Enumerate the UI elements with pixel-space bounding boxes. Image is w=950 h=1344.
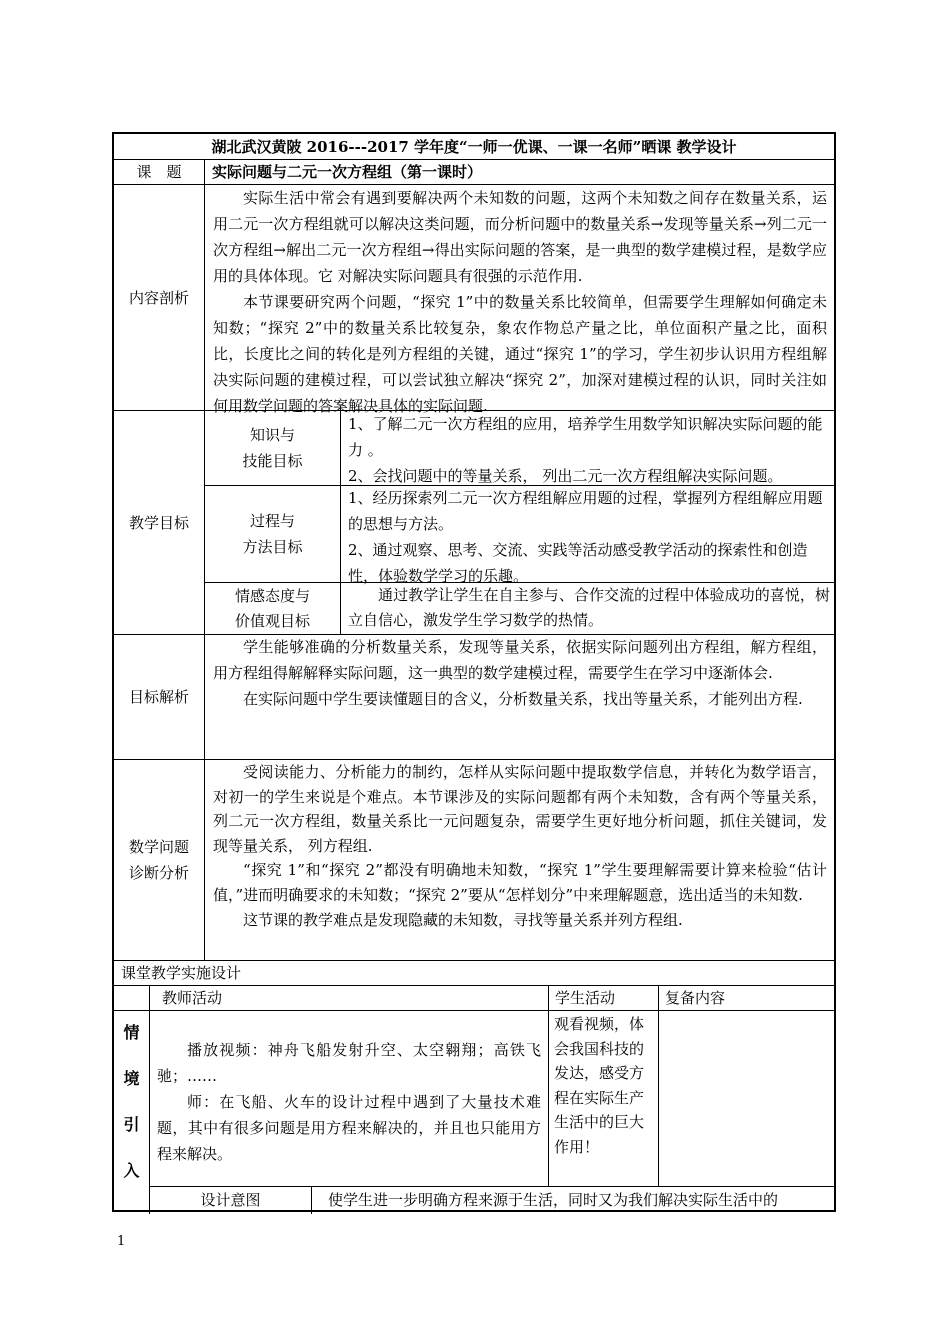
student-activity-text: 观看视频，体会我国科技的发达，感受方程在实际生产生活中的巨大作用！: [554, 1015, 645, 1156]
content-analysis-paragraph: 实际生活中常会有遇到要解决两个未知数的问题，这两个未知数之间存在数量关系，运用二元一次方程组就可以解决这类问题，而分析问题中的数量关系→发现等量关系→列二元一次方程组→解出二元一次方程组→得出实际问题的答案，是一典型的数学建模过程，是数学应用的具体体现。它 对解决实际问题具有很强的示范作用.: [213, 189, 827, 285]
goal-analysis-label: 目标解析: [128, 688, 189, 706]
topic-value: 实际问题与二元一次方程组（第一课时）: [212, 163, 483, 181]
knowledge-goal-label-line: 技能目标: [242, 452, 303, 470]
emotion-goal-label-line: 情感态度与: [234, 586, 310, 605]
page-number: 1: [117, 1234, 126, 1249]
design-section-title: 课堂教学实施设计: [121, 964, 242, 982]
design-intent-text: 使学生进一步明确方程来源于生活，同时又为我们解决实际生活中的: [328, 1191, 779, 1209]
emotion-goal-label-line: 价值观目标: [234, 611, 310, 630]
emotion-goal-label: [205, 583, 340, 634]
process-goal-label-line: 过程与: [249, 512, 295, 530]
teacher-activity-text: [157, 1037, 541, 1167]
knowledge-goal-text: [348, 411, 830, 489]
diagnosis-paragraph: 受阅读能力、分析能力的制约，怎样从实际问题中提取数学信息，并转化为数学语言，对初一的学生来说是个难点。本节课涉及的实际问题都有两个未知数，含有两个等量关系，列二元一次方程组，数量关系比一元问题复杂，需要学生更好地分析问题，抓住关键词，发现等量关系， 列方程组.: [213, 763, 827, 855]
stage-label-char: 引: [123, 1115, 140, 1134]
column-divider: [149, 985, 150, 1214]
goal-item: 1、经历探索列二元一次方程组解应用题的过程，掌握列方程组解应用题的思想与方法。: [348, 489, 823, 533]
column-divider: [340, 410, 341, 634]
teaching-goals-label: 教学目标: [128, 513, 189, 532]
diagnosis-paragraph: “探究 1”和“探究 2”都没有明确地未知数，“探究 1”学生要理解需要计算来检验“估计值，”进而明确要求的未知数；“探究 2”要从“怎样划分”中来理解题意，选出适当的未知数.: [213, 861, 827, 904]
diagnosis-label-line: 数学问题: [128, 838, 189, 856]
emotion-goal-text: [348, 583, 830, 633]
column-divider: [548, 985, 549, 1186]
lesson-plan-table: [112, 132, 836, 1212]
knowledge-goal-label: [205, 411, 340, 485]
content-analysis-paragraph: 本节课要研究两个问题，“探究 1”中的数量关系比较简单，但需要学生理解如何确定未知数；“探究 2”中的数量关系比较复杂，象农作物总产量之比，单位面积产量之比，面积比，长度比之间的转化是列方程组的关键，通过“探究 1”的学习，学生初步认识用方程组解决实际问题的建模过程，可以尝试独立解决“探究 2”，加深对建模过程的认识，同时关注如何用数学问题的答案解决具体的实际问题.: [213, 293, 827, 415]
review-content-header: 复备内容: [665, 989, 726, 1007]
diagnosis-label-line: 诊断分析: [128, 864, 189, 882]
design-intent-label: 设计意图: [200, 1191, 261, 1209]
goal-item: 2、通过观察、思考、交流、实践等活动感受教学活动的探索性和创造性，体验数学学习的乐趣。: [348, 541, 808, 585]
teacher-activity-paragraph: 播放视频：神舟飞船发射升空、太空翱翔；高铁飞驰；……: [157, 1041, 541, 1085]
diagnosis-text: [213, 760, 827, 932]
teacher-activity-paragraph: 师：在飞船、火车的设计过程中遇到了大量技术难题，其中有很多问题是用方程来解决的，并且也只能用方程来解决。: [157, 1093, 541, 1163]
teacher-activity-header: 教师活动: [162, 989, 223, 1007]
knowledge-goal-label-line: 知识与: [249, 426, 295, 444]
column-divider: [658, 985, 659, 1186]
row-divider: [114, 1010, 834, 1011]
diagnosis-label: [114, 760, 204, 960]
goal-analysis-paragraph: 在实际问题中学生要读懂题目的含义，分析数量关系，找出等量关系，才能列出方程.: [243, 690, 803, 708]
process-goal-text: [348, 485, 830, 589]
stage-label: [114, 1011, 149, 1186]
student-activity-header: 学生活动: [555, 989, 616, 1007]
goal-analysis-paragraph: 学生能够准确的分析数量关系，发现等量关系，依据实际问题列出方程组，解方程组，用方程组得解解释实际问题，这一典型的数学建模过程，需要学生在学习中逐渐体会.: [213, 638, 827, 682]
goal-analysis-text: [213, 634, 827, 712]
goal-item: 通过教学让学生在自主参与、合作交流的过程中体验成功的喜悦，树立自信心，激发学生学习数学的热情。: [348, 586, 830, 629]
document-title: 湖北武汉黄陂 2016---2017 学年度“一师一优课、一课一名师”晒课 教学设计: [211, 138, 737, 156]
content-analysis-text: [213, 185, 827, 419]
column-divider: [311, 1186, 312, 1214]
stage-label-char: 入: [123, 1161, 140, 1180]
stage-label-char: 境: [123, 1069, 140, 1088]
process-goal-label-line: 方法目标: [242, 538, 303, 556]
stage-label-char: 情: [123, 1023, 140, 1042]
goal-item: 2、会找问题中的等量关系， 列出二元一次方程组解决实际问题。: [348, 467, 783, 485]
topic-label: 课 题: [136, 163, 182, 181]
process-goal-label: [205, 486, 340, 582]
content-analysis-label: 内容剖析: [128, 288, 189, 307]
diagnosis-paragraph: 这节课的教学难点是发现隐藏的未知数，寻找等量关系并列方程组.: [243, 910, 683, 929]
goal-item: 1、了解二元一次方程组的应用，培养学生用数学知识解决实际问题的能力 。: [348, 415, 823, 459]
